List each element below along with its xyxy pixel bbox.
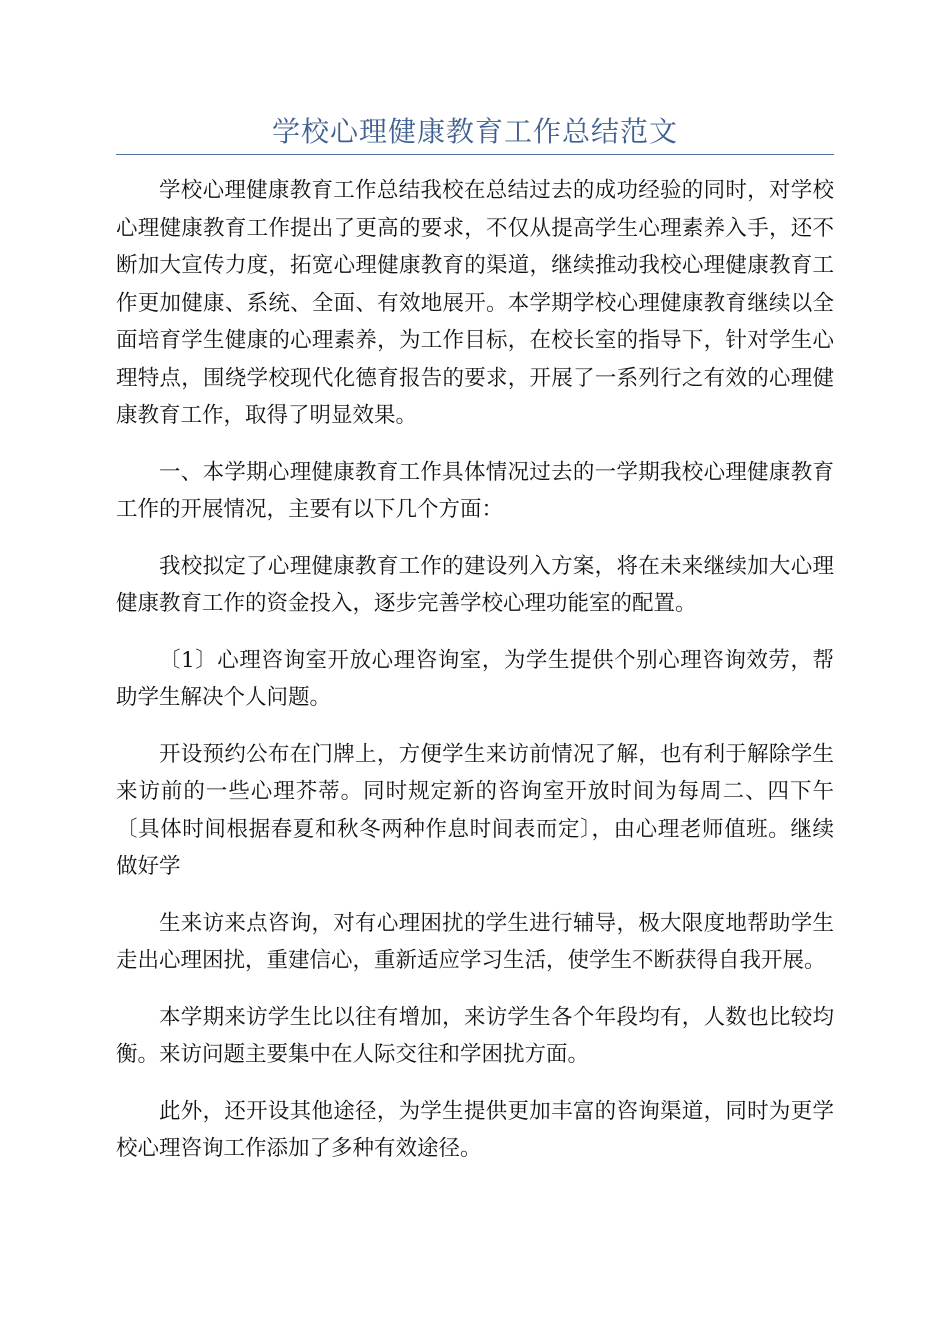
paragraph-intro: 学校心理健康教育工作总结我校在总结过去的成功经验的同时，对学校心理健康教育工作提出了更高的要求，不仅从提高学生心理素养入手，还不断加大宣传力度，拓宽心理健康教育的渠道，继续推动我校心理健康教育工作更加健康、系统、全面、有效地展开。本学期学校心理健康教育继续以全面培育学生健康的心理素养，为工作目标，在校长室的指导下，针对学生心理特点，围绕学校现代化德育报告的要求，开展了一系列行之有效的心理健康教育工作，取得了明显效果。 [116,178,834,428]
paragraph-counseling-room: 〔1〕心理咨询室开放心理咨询室，为学生提供个别心理咨询效劳，帮助学生解决个人问题。 [116,647,834,710]
paragraph-appointment: 开设预约公布在门牌上，方便学生来访前情况了解，也有利于解除学生来访前的一些心理芥蒂。同时规定新的咨询室开放时间为每周二、四下午〔具体时间根据春夏和秋冬两种作息时间表而定〕，由心理老师值班。继续做好学 [116,741,834,879]
paragraph-section-one: 一、本学期心理健康教育工作具体情况过去的一学期我校心理健康教育工作的开展情况，主要有以下几个方面： [116,459,834,522]
paragraph-visit-stats: 本学期来访学生比以往有增加，来访学生各个年段均有，人数也比较均衡。来访问题主要集中在人际交往和学困扰方面。 [116,1004,834,1067]
document-title: 学校心理健康教育工作总结范文 [271,115,678,148]
title-underline [116,154,834,155]
paragraph-student-visits: 生来访来点咨询，对有心理困扰的学生进行辅导，极大限度地帮助学生走出心理困扰，重建信心，重新适应学习生活，使学生不断获得自我开展。 [116,910,834,973]
document-body [116,172,834,1187]
paragraph-other-channels: 此外，还开设其他途径，为学生提供更加丰富的咨询渠道，同时为更学校心理咨询工作添加了多种有效途径。 [116,1098,834,1161]
paragraph-plan: 我校拟定了心理健康教育工作的建设列入方案，将在未来继续加大心理健康教育工作的资金投入，逐步完善学校心理功能室的配置。 [116,553,834,616]
